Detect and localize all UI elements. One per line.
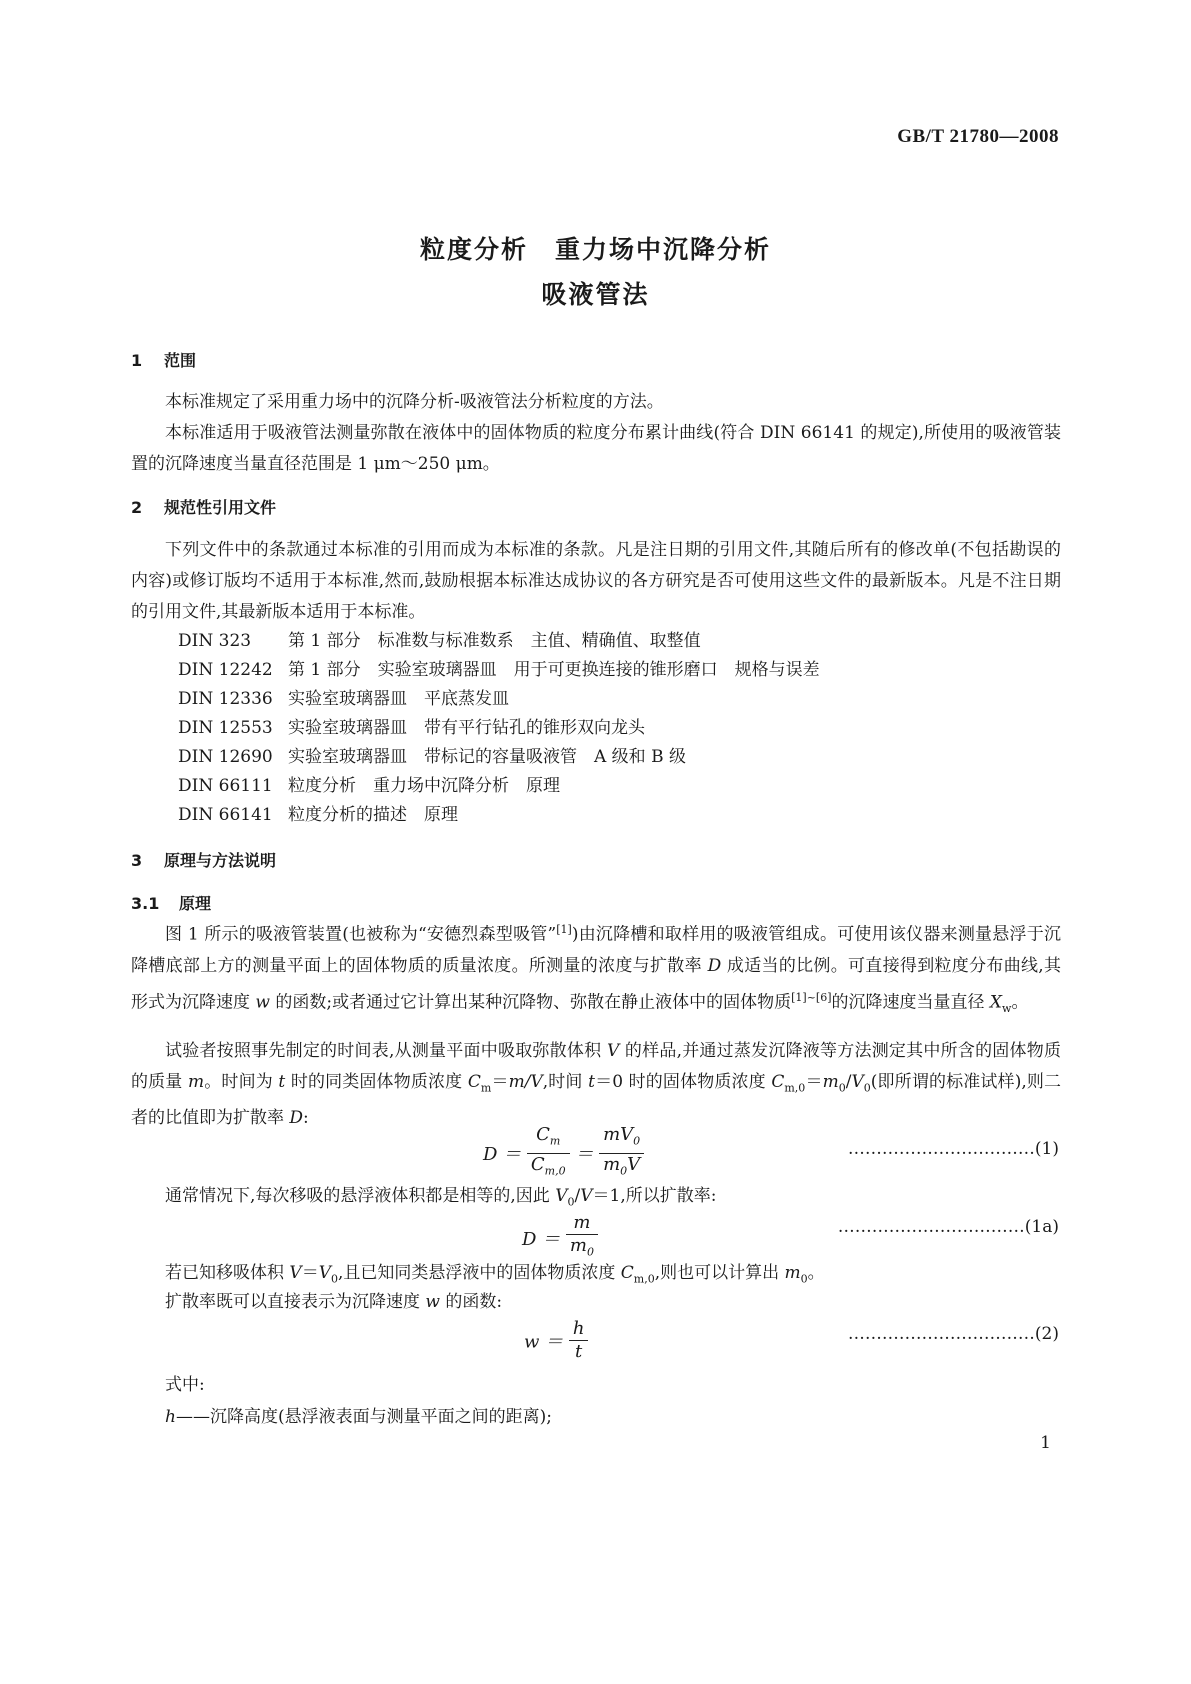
reference-title: 实验室玻璃器皿 平底蒸发皿: [288, 689, 509, 709]
section-heading-scope: [131, 348, 196, 371]
equation-2: w ＝ $\frac{h}{t}$: [524, 1318, 588, 1363]
section-number: 2: [131, 498, 143, 517]
scope-paragraph-1: 本标准规定了采用重力场中的沉降分析-吸液管法分析粒度的方法。: [165, 392, 664, 412]
equation-1a: D ＝ $\frac{m}{m_0}$: [522, 1212, 598, 1264]
section-title: 规范性引用文件: [164, 498, 277, 517]
principle-paragraph-4: 若已知移吸体积 $V=V_0$,且已知同类悬浮液中的固体物质浓度 $C_{m,0}$,则也可以计算出 $m_0$。: [165, 1263, 825, 1286]
reference-code: DIN 66141: [178, 805, 273, 825]
variable-definition-h: h——沉降高度(悬浮液表面与测量平面之间的距离);: [165, 1407, 552, 1427]
reference-title: 粒度分析的描述 原理: [288, 805, 458, 825]
reference-code: DIN 12690: [178, 747, 273, 767]
reference-item: [178, 655, 820, 686]
equation-number-1a: ……………………………(1a): [837, 1217, 1059, 1237]
reference-title: 第 1 部分 实验室玻璃器皿 用于可更换连接的锥形磨口 规格与误差: [288, 660, 820, 680]
reference-code: DIN 12553: [178, 718, 273, 738]
section-number: 3: [131, 851, 143, 870]
section-title: 范围: [164, 351, 197, 370]
reference-code: DIN 12242: [178, 660, 273, 680]
where-label: 式中:: [165, 1375, 205, 1395]
scope-paragraph-2: 本标准适用于吸液管法测量弥散在液体中的固体物质的粒度分布累计曲线(符合 DIN 66141 的规定),所使用的吸液管装置的沉降速度当量直径范围是 1 μm～250 μm。: [131, 423, 1061, 474]
reference-item: [178, 713, 645, 744]
reference-title: 第 1 部分 标准数与标准数系 主值、精确值、取整值: [288, 631, 701, 651]
section-number: 3.1: [131, 894, 160, 913]
reference-title: 实验室玻璃器皿 带标记的容量吸液管 A 级和 B 级: [288, 747, 686, 767]
reference-item: [178, 800, 458, 831]
section-number: 1: [131, 351, 143, 370]
section-heading-normative-references: [131, 495, 276, 518]
subsection-heading-principle: [131, 891, 211, 914]
reference-code: DIN 323: [178, 631, 252, 651]
reference-code: DIN 12336: [178, 689, 273, 709]
principle-paragraph-1: 图 1 所示的吸液管装置(也被称为“安德烈森型吸管”[1])由沉降槽和取样用的吸液管组成。可使用该仪器来测量悬浮于沉降槽底部上方的测量平面上的固体物质的质量浓度。所测量的浓度与扩散率 D 成适当的比例。可直接得到粒度分布曲线,其形式为沉降速度 w 的函数;或者通过它计算出某种沉降物、弥散在静止液体中的固体物质[1]~[6]的沉降速度当量直径 $X_w$。: [131, 923, 1062, 1015]
principle-paragraph-3: 通常情况下,每次移吸的悬浮液体积都是相等的,因此 $V_0/V=1$,所以扩散率:: [165, 1186, 717, 1209]
principle-paragraph-5: 扩散率既可以直接表示为沉降速度 w 的函数:: [165, 1292, 503, 1312]
document-title: 粒度分析 重力场中沉降分析: [419, 235, 771, 264]
section-title: 原理与方法说明: [164, 851, 277, 870]
reference-title: 实验室玻璃器皿 带有平行钻孔的锥形双向龙头: [288, 718, 645, 738]
normative-intro-paragraph: 下列文件中的条款通过本标准的引用而成为本标准的条款。凡是注日期的引用文件,其随后所有的修改单(不包括勘误的内容)或修订版均不适用于本标准,然而,鼓励根据本标准达成协议的各方研究是否可使用这些文件的最新版本。凡是不注日期的引用文件,其最新版本适用于本标准。: [131, 540, 1061, 622]
equation-1: D ＝ $\frac{C_m}{C_{m,0}}$ ＝ $\frac{mV_0}{m_0V}$: [483, 1124, 644, 1182]
page-number: 1: [1040, 1433, 1051, 1453]
principle-paragraph-2: 试验者按照事先制定的时间表,从测量平面中吸取弥散体积 V 的样品,并通过蒸发沉降液等方法测定其中所含的固体物质的质量 m。时间为 t 时的同类固体物质浓度 $C_m=m/V$,时间 t＝0 时的固体物质浓度 $C_{m,0}=m_0/V_0$(即所谓的标准试样),则二者的比值即为扩散率 D:: [131, 1041, 1062, 1129]
reference-title: 粒度分析 重力场中沉降分析 原理: [288, 776, 560, 796]
reference-code: DIN 66111: [178, 776, 273, 796]
reference-item: [178, 742, 686, 773]
equation-number-2: ……………………………(2): [847, 1324, 1059, 1344]
reference-item: [178, 626, 701, 657]
standard-number: GB/T 21780—2008: [897, 126, 1059, 147]
section-title: 原理: [179, 894, 212, 913]
equation-number-1: ……………………………(1): [847, 1139, 1059, 1159]
section-heading-principle-and-method: [131, 848, 276, 871]
reference-item: [178, 684, 509, 715]
reference-item: [178, 771, 560, 802]
document-subtitle: 吸液管法: [541, 280, 650, 309]
